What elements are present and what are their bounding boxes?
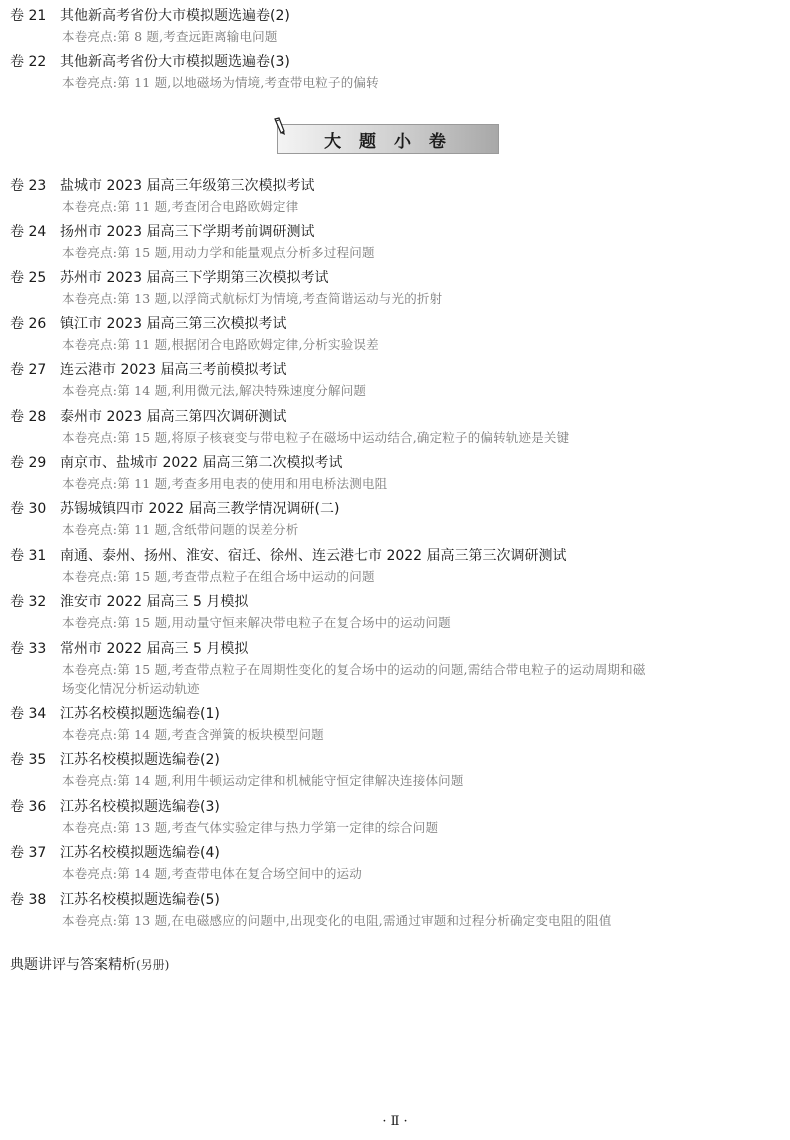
volume-title: 泰州市 2023 届高三第四次调研测试 bbox=[60, 409, 287, 425]
volume-highlight: 本卷亮点:第 13 题,在电磁感应的问题中,出现变化的电阻,需通过审题和过程分析确定变电阻的阻值 bbox=[62, 913, 612, 928]
section-banner-title: 大 题 小 卷 bbox=[324, 131, 452, 152]
volume-title: 江苏名校模拟题选编卷(4) bbox=[60, 845, 220, 861]
volume-number: 卷 21 bbox=[10, 8, 47, 24]
volume-title: 南通、泰州、扬州、淮安、宿迁、徐州、连云港七市 2022 届高三第三次调研测试 bbox=[60, 548, 567, 564]
volume-title: 盐城市 2023 届高三年级第三次模拟考试 bbox=[60, 178, 315, 194]
toc-entry[interactable] bbox=[10, 314, 780, 354]
volume-title: 其他新高考省份大市模拟题选遍卷(2) bbox=[60, 8, 290, 24]
toc-entry[interactable] bbox=[10, 704, 780, 744]
answer-booklet-title: 典题讲评与答案精析 bbox=[10, 957, 136, 973]
volume-title: 江苏名校模拟题选编卷(5) bbox=[60, 892, 220, 908]
volume-title: 连云港市 2023 届高三考前模拟考试 bbox=[60, 362, 287, 378]
toc-entry[interactable] bbox=[10, 843, 780, 883]
volume-number: 卷 24 bbox=[10, 224, 47, 240]
volume-title: 苏锡城镇四市 2022 届高三教学情况调研(二) bbox=[60, 501, 340, 517]
volume-number: 卷 22 bbox=[10, 54, 47, 70]
volume-highlight: 本卷亮点:第 11 题,根据闭合电路欧姆定律,分析实验误差 bbox=[62, 337, 379, 352]
volume-highlight: 本卷亮点:第 14 题,考查含弹簧的板块模型问题 bbox=[62, 727, 324, 742]
page-number: · Ⅱ · bbox=[382, 1114, 408, 1129]
volume-title: 镇江市 2023 届高三第三次模拟考试 bbox=[60, 316, 287, 332]
volume-highlight: 本卷亮点:第 13 题,以浮筒式航标灯为情境,考查简谐运动与光的折射 bbox=[62, 291, 443, 306]
toc-entry[interactable] bbox=[10, 176, 780, 216]
volume-title: 江苏名校模拟题选编卷(1) bbox=[60, 706, 220, 722]
volume-highlight: 本卷亮点:第 15 题,考查带点粒子在周期性变化的复合场中的运动的问题,需结合带电粒子的运动周期和磁 bbox=[62, 662, 646, 677]
volume-highlight: 本卷亮点:第 14 题,考查带电体在复合场空间中的运动 bbox=[62, 866, 362, 881]
toc-entry[interactable] bbox=[10, 222, 780, 262]
answer-booklet-note: (另册) bbox=[136, 958, 170, 972]
toc-entry[interactable] bbox=[10, 499, 780, 539]
volume-number: 卷 26 bbox=[10, 316, 47, 332]
toc-entry[interactable] bbox=[10, 268, 780, 308]
volume-title: 江苏名校模拟题选编卷(2) bbox=[60, 752, 220, 768]
volume-number: 卷 23 bbox=[10, 178, 47, 194]
volume-title: 江苏名校模拟题选编卷(3) bbox=[60, 799, 220, 815]
volume-number: 卷 27 bbox=[10, 362, 47, 378]
volume-number: 卷 34 bbox=[10, 706, 47, 722]
volume-highlight: 本卷亮点:第 14 题,利用牛顿运动定律和机械能守恒定律解决连接体问题 bbox=[62, 773, 464, 788]
volume-highlight: 本卷亮点:第 11 题,考查闭合电路欧姆定律 bbox=[62, 199, 299, 214]
toc-entry[interactable] bbox=[10, 407, 780, 447]
volume-number: 卷 28 bbox=[10, 409, 47, 425]
volume-number: 卷 29 bbox=[10, 455, 47, 471]
volume-highlight: 本卷亮点:第 11 题,考查多用电表的使用和用电桥法测电阻 bbox=[62, 476, 388, 491]
volume-number: 卷 38 bbox=[10, 892, 47, 908]
toc-entry[interactable] bbox=[10, 797, 780, 837]
volume-number: 卷 25 bbox=[10, 270, 47, 286]
toc-entry[interactable] bbox=[10, 639, 780, 698]
volume-title: 南京市、盐城市 2022 届高三第二次模拟考试 bbox=[60, 455, 343, 471]
volume-highlight: 本卷亮点:第 13 题,考查气体实验定律与热力学第一定律的综合问题 bbox=[62, 820, 439, 835]
toc-entry[interactable] bbox=[10, 453, 780, 493]
answer-booklet-entry[interactable] bbox=[10, 954, 169, 974]
volume-title: 扬州市 2023 届高三下学期考前调研测试 bbox=[60, 224, 315, 240]
volume-highlight: 本卷亮点:第 15 题,用动量守恒来解决带电粒子在复合场中的运动问题 bbox=[62, 615, 451, 630]
volume-number: 卷 33 bbox=[10, 641, 47, 657]
toc-entry[interactable] bbox=[10, 360, 780, 400]
volume-title: 苏州市 2023 届高三下学期第三次模拟考试 bbox=[60, 270, 329, 286]
toc-entry[interactable] bbox=[10, 546, 780, 586]
volume-highlight: 本卷亮点:第 15 题,考查带点粒子在组合场中运动的问题 bbox=[62, 569, 375, 584]
volume-number: 卷 30 bbox=[10, 501, 47, 517]
toc-entry[interactable] bbox=[10, 890, 780, 930]
volume-number: 卷 36 bbox=[10, 799, 47, 815]
volume-highlight: 本卷亮点:第 11 题,含纸带问题的误差分析 bbox=[62, 522, 299, 537]
pen-icon bbox=[272, 117, 288, 137]
volume-number: 卷 37 bbox=[10, 845, 47, 861]
toc-entry[interactable] bbox=[10, 750, 780, 790]
volume-highlight-continued: 场变化情况分析运动轨迹 bbox=[62, 681, 200, 696]
section-banner bbox=[277, 124, 499, 154]
volume-number: 卷 35 bbox=[10, 752, 47, 768]
volume-highlight: 本卷亮点:第 15 题,用动力学和能量观点分析多过程问题 bbox=[62, 245, 375, 260]
volume-highlight: 本卷亮点:第 11 题,以地磁场为情境,考查带电粒子的偏转 bbox=[62, 75, 379, 90]
toc-entry[interactable] bbox=[10, 52, 780, 92]
volume-number: 卷 31 bbox=[10, 548, 47, 564]
volume-highlight: 本卷亮点:第 14 题,利用微元法,解决特殊速度分解问题 bbox=[62, 383, 367, 398]
volume-title: 常州市 2022 届高三 5 月模拟 bbox=[60, 641, 249, 657]
volume-highlight: 本卷亮点:第 15 题,将原子核衰变与带电粒子在磁场中运动结合,确定粒子的偏转轨迹是关键 bbox=[62, 430, 570, 445]
volume-highlight: 本卷亮点:第 8 题,考查远距离输电问题 bbox=[62, 29, 278, 44]
volume-title: 淮安市 2022 届高三 5 月模拟 bbox=[60, 594, 249, 610]
toc-entry[interactable] bbox=[10, 592, 780, 632]
volume-number: 卷 32 bbox=[10, 594, 47, 610]
toc-entry[interactable] bbox=[10, 6, 780, 46]
volume-title: 其他新高考省份大市模拟题选遍卷(3) bbox=[60, 54, 290, 70]
